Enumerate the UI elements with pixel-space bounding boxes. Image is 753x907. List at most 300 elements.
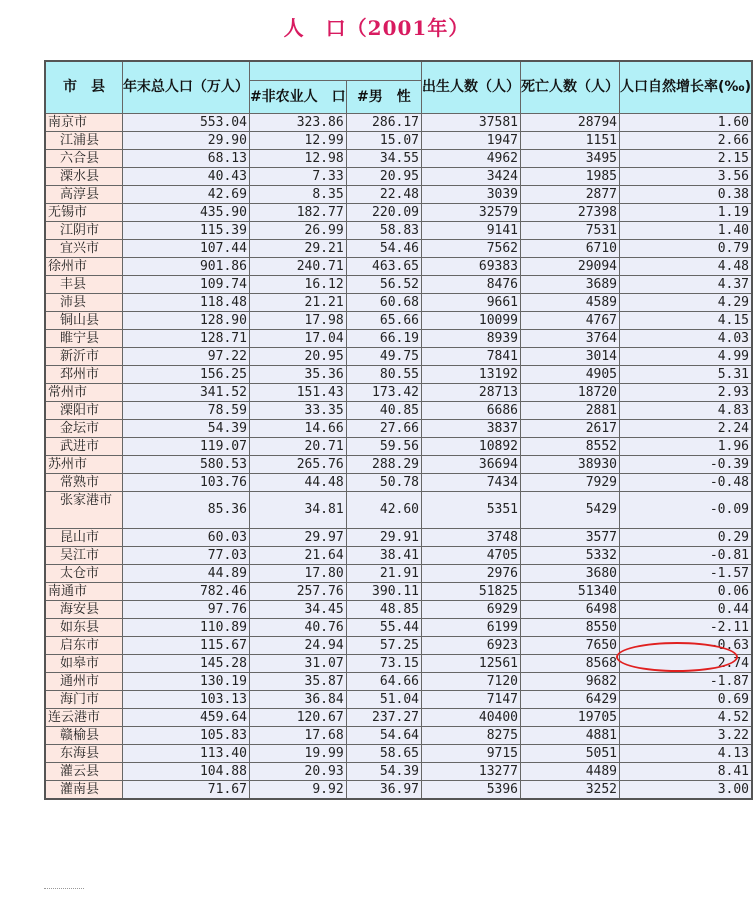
nonagri-cell: 7.33 bbox=[249, 168, 346, 186]
header-deaths: 死亡人数（人） bbox=[521, 61, 620, 114]
births-cell: 4962 bbox=[422, 150, 521, 168]
male-cell: 54.46 bbox=[346, 240, 421, 258]
nonagri-cell: 35.36 bbox=[249, 366, 346, 384]
rate-cell: 4.83 bbox=[620, 402, 752, 420]
male-cell: 15.07 bbox=[346, 132, 421, 150]
county-name-cell: 赣榆县 bbox=[45, 727, 122, 745]
births-cell: 1947 bbox=[422, 132, 521, 150]
births-cell: 6929 bbox=[422, 601, 521, 619]
total-cell: 107.44 bbox=[122, 240, 249, 258]
deaths-cell: 5051 bbox=[521, 745, 620, 763]
table-row bbox=[45, 258, 752, 276]
table-row bbox=[45, 186, 752, 204]
county-name-cell: 宜兴市 bbox=[45, 240, 122, 258]
rate-cell: 4.37 bbox=[620, 276, 752, 294]
male-cell: 220.09 bbox=[346, 204, 421, 222]
total-cell: 42.69 bbox=[122, 186, 249, 204]
births-cell: 7841 bbox=[422, 348, 521, 366]
nonagri-cell: 8.35 bbox=[249, 186, 346, 204]
nonagri-cell: 21.21 bbox=[249, 294, 346, 312]
births-cell: 32579 bbox=[422, 204, 521, 222]
population-table bbox=[44, 60, 753, 800]
nonagri-cell: 12.98 bbox=[249, 150, 346, 168]
header-total bbox=[122, 61, 249, 114]
nonagri-cell: 16.12 bbox=[249, 276, 346, 294]
total-cell: 85.36 bbox=[122, 492, 249, 529]
births-cell: 13277 bbox=[422, 763, 521, 781]
deaths-cell: 8552 bbox=[521, 438, 620, 456]
nonagri-cell: 240.71 bbox=[249, 258, 346, 276]
city-name-cell: 南通市 bbox=[45, 583, 122, 601]
male-cell: 27.66 bbox=[346, 420, 421, 438]
county-name-cell: 睢宁县 bbox=[45, 330, 122, 348]
total-cell: 40.43 bbox=[122, 168, 249, 186]
deaths-cell: 1151 bbox=[521, 132, 620, 150]
table-row bbox=[45, 781, 752, 800]
table-row bbox=[45, 655, 752, 673]
nonagri-cell: 17.80 bbox=[249, 565, 346, 583]
rate-cell: 0.06 bbox=[620, 583, 752, 601]
male-cell: 286.17 bbox=[346, 114, 421, 132]
deaths-cell: 2877 bbox=[521, 186, 620, 204]
rate-cell: 4.48 bbox=[620, 258, 752, 276]
table-row bbox=[45, 637, 752, 655]
county-name-cell: 溧阳市 bbox=[45, 402, 122, 420]
total-cell: 109.74 bbox=[122, 276, 249, 294]
county-name-cell: 东海县 bbox=[45, 745, 122, 763]
births-cell: 5351 bbox=[422, 492, 521, 529]
deaths-cell: 3495 bbox=[521, 150, 620, 168]
table-row bbox=[45, 727, 752, 745]
nonagri-cell: 34.81 bbox=[249, 492, 346, 529]
male-cell: 64.66 bbox=[346, 673, 421, 691]
total-cell: 459.64 bbox=[122, 709, 249, 727]
male-cell: 40.85 bbox=[346, 402, 421, 420]
table-row bbox=[45, 294, 752, 312]
births-cell: 8939 bbox=[422, 330, 521, 348]
male-cell: 49.75 bbox=[346, 348, 421, 366]
table-row bbox=[45, 402, 752, 420]
total-cell: 105.83 bbox=[122, 727, 249, 745]
deaths-cell: 2881 bbox=[521, 402, 620, 420]
births-cell: 7147 bbox=[422, 691, 521, 709]
county-name-cell: 铜山县 bbox=[45, 312, 122, 330]
nonagri-cell: 31.07 bbox=[249, 655, 346, 673]
total-cell: 145.28 bbox=[122, 655, 249, 673]
rate-cell: -0.81 bbox=[620, 547, 752, 565]
city-name-cell: 连云港市 bbox=[45, 709, 122, 727]
county-name-cell: 灌云县 bbox=[45, 763, 122, 781]
deaths-cell: 7929 bbox=[521, 474, 620, 492]
nonagri-cell: 14.66 bbox=[249, 420, 346, 438]
male-cell: 58.83 bbox=[346, 222, 421, 240]
deaths-cell: 3764 bbox=[521, 330, 620, 348]
births-cell: 3837 bbox=[422, 420, 521, 438]
total-cell: 113.40 bbox=[122, 745, 249, 763]
male-cell: 36.97 bbox=[346, 781, 421, 800]
county-name-cell: 吴江市 bbox=[45, 547, 122, 565]
male-cell: 48.85 bbox=[346, 601, 421, 619]
table-row bbox=[45, 366, 752, 384]
births-cell: 6923 bbox=[422, 637, 521, 655]
table-body bbox=[45, 114, 752, 800]
table-row bbox=[45, 222, 752, 240]
rate-cell: 4.13 bbox=[620, 745, 752, 763]
births-cell: 10099 bbox=[422, 312, 521, 330]
rate-cell: 2.15 bbox=[620, 150, 752, 168]
nonagri-cell: 35.87 bbox=[249, 673, 346, 691]
nonagri-cell: 17.04 bbox=[249, 330, 346, 348]
total-cell: 103.76 bbox=[122, 474, 249, 492]
total-cell: 580.53 bbox=[122, 456, 249, 474]
total-cell: 128.71 bbox=[122, 330, 249, 348]
total-cell: 44.89 bbox=[122, 565, 249, 583]
deaths-cell: 1985 bbox=[521, 168, 620, 186]
rate-cell: 4.99 bbox=[620, 348, 752, 366]
county-name-cell: 丰县 bbox=[45, 276, 122, 294]
male-cell: 463.65 bbox=[346, 258, 421, 276]
deaths-cell: 18720 bbox=[521, 384, 620, 402]
births-cell: 6199 bbox=[422, 619, 521, 637]
rate-cell: 1.19 bbox=[620, 204, 752, 222]
deaths-cell: 4489 bbox=[521, 763, 620, 781]
total-cell: 119.07 bbox=[122, 438, 249, 456]
table-row bbox=[45, 745, 752, 763]
births-cell: 2976 bbox=[422, 565, 521, 583]
city-name-cell: 常州市 bbox=[45, 384, 122, 402]
deaths-cell: 3689 bbox=[521, 276, 620, 294]
male-cell: 29.91 bbox=[346, 529, 421, 547]
total-cell: 110.89 bbox=[122, 619, 249, 637]
deaths-cell: 6498 bbox=[521, 601, 620, 619]
total-cell: 104.88 bbox=[122, 763, 249, 781]
table-row bbox=[45, 619, 752, 637]
deaths-cell: 5429 bbox=[521, 492, 620, 529]
city-name-cell: 无锡市 bbox=[45, 204, 122, 222]
county-name-cell: 金坛市 bbox=[45, 420, 122, 438]
deaths-cell: 6429 bbox=[521, 691, 620, 709]
rate-cell: -1.87 bbox=[620, 673, 752, 691]
total-cell: 103.13 bbox=[122, 691, 249, 709]
header-total-label: 年末总人口（万人） bbox=[122, 79, 249, 95]
table-row bbox=[45, 240, 752, 258]
table-row bbox=[45, 348, 752, 366]
deaths-cell: 28794 bbox=[521, 114, 620, 132]
table-row bbox=[45, 456, 752, 474]
total-cell: 130.19 bbox=[122, 673, 249, 691]
rate-cell: 4.15 bbox=[620, 312, 752, 330]
deaths-cell: 3252 bbox=[521, 781, 620, 800]
deaths-cell: 8550 bbox=[521, 619, 620, 637]
male-cell: 22.48 bbox=[346, 186, 421, 204]
table-row bbox=[45, 474, 752, 492]
births-cell: 3424 bbox=[422, 168, 521, 186]
county-name-cell: 六合县 bbox=[45, 150, 122, 168]
nonagri-cell: 120.67 bbox=[249, 709, 346, 727]
male-cell: 55.44 bbox=[346, 619, 421, 637]
nonagri-cell: 20.71 bbox=[249, 438, 346, 456]
rate-cell: 5.31 bbox=[620, 366, 752, 384]
births-cell: 40400 bbox=[422, 709, 521, 727]
rate-cell: 2.74 bbox=[620, 655, 752, 673]
county-name-cell: 灌南县 bbox=[45, 781, 122, 800]
table-row bbox=[45, 583, 752, 601]
births-cell: 9141 bbox=[422, 222, 521, 240]
table-row bbox=[45, 691, 752, 709]
births-cell: 6686 bbox=[422, 402, 521, 420]
table-row bbox=[45, 438, 752, 456]
table-row bbox=[45, 601, 752, 619]
births-cell: 13192 bbox=[422, 366, 521, 384]
deaths-cell: 51340 bbox=[521, 583, 620, 601]
male-cell: 60.68 bbox=[346, 294, 421, 312]
rate-cell: -0.09 bbox=[620, 492, 752, 529]
births-cell: 36694 bbox=[422, 456, 521, 474]
nonagri-cell: 182.77 bbox=[249, 204, 346, 222]
table-row bbox=[45, 168, 752, 186]
table-row bbox=[45, 492, 752, 529]
county-name-cell: 如东县 bbox=[45, 619, 122, 637]
header-city: 市 县 bbox=[45, 61, 122, 114]
male-cell: 57.25 bbox=[346, 637, 421, 655]
nonagri-cell: 44.48 bbox=[249, 474, 346, 492]
male-cell: 390.11 bbox=[346, 583, 421, 601]
nonagri-cell: 12.99 bbox=[249, 132, 346, 150]
deaths-cell: 4905 bbox=[521, 366, 620, 384]
truncated-row-fragment bbox=[44, 888, 84, 892]
table-row bbox=[45, 565, 752, 583]
births-cell: 4705 bbox=[422, 547, 521, 565]
table-row bbox=[45, 132, 752, 150]
male-cell: 38.41 bbox=[346, 547, 421, 565]
rate-cell: 3.56 bbox=[620, 168, 752, 186]
deaths-cell: 3014 bbox=[521, 348, 620, 366]
county-name-cell: 通州市 bbox=[45, 673, 122, 691]
table-row bbox=[45, 547, 752, 565]
male-cell: 237.27 bbox=[346, 709, 421, 727]
births-cell: 9661 bbox=[422, 294, 521, 312]
county-name-cell: 江浦县 bbox=[45, 132, 122, 150]
deaths-cell: 2617 bbox=[521, 420, 620, 438]
county-name-cell: 昆山市 bbox=[45, 529, 122, 547]
nonagri-cell: 20.93 bbox=[249, 763, 346, 781]
county-name-cell: 启东市 bbox=[45, 637, 122, 655]
county-name-cell: 江阴市 bbox=[45, 222, 122, 240]
total-cell: 60.03 bbox=[122, 529, 249, 547]
header-nonagri: #非农业人 口 bbox=[249, 81, 346, 114]
male-cell: 288.29 bbox=[346, 456, 421, 474]
table-row bbox=[45, 420, 752, 438]
total-cell: 78.59 bbox=[122, 402, 249, 420]
deaths-cell: 27398 bbox=[521, 204, 620, 222]
total-cell: 341.52 bbox=[122, 384, 249, 402]
deaths-cell: 4767 bbox=[521, 312, 620, 330]
rate-cell: -2.11 bbox=[620, 619, 752, 637]
total-cell: 435.90 bbox=[122, 204, 249, 222]
nonagri-cell: 24.94 bbox=[249, 637, 346, 655]
city-name-cell: 南京市 bbox=[45, 114, 122, 132]
nonagri-cell: 29.21 bbox=[249, 240, 346, 258]
nonagri-cell: 20.95 bbox=[249, 348, 346, 366]
total-cell: 118.48 bbox=[122, 294, 249, 312]
header-rate: 人口自然增长率(‰) bbox=[620, 61, 752, 114]
county-name-cell: 沛县 bbox=[45, 294, 122, 312]
table-row bbox=[45, 384, 752, 402]
deaths-cell: 29094 bbox=[521, 258, 620, 276]
table-row bbox=[45, 673, 752, 691]
male-cell: 56.52 bbox=[346, 276, 421, 294]
births-cell: 3039 bbox=[422, 186, 521, 204]
male-cell: 50.78 bbox=[346, 474, 421, 492]
rate-cell: 4.03 bbox=[620, 330, 752, 348]
births-cell: 5396 bbox=[422, 781, 521, 800]
male-cell: 20.95 bbox=[346, 168, 421, 186]
table-row bbox=[45, 312, 752, 330]
rate-cell: 2.93 bbox=[620, 384, 752, 402]
table-row bbox=[45, 709, 752, 727]
nonagri-cell: 29.97 bbox=[249, 529, 346, 547]
nonagri-cell: 40.76 bbox=[249, 619, 346, 637]
nonagri-cell: 17.98 bbox=[249, 312, 346, 330]
births-cell: 8275 bbox=[422, 727, 521, 745]
nonagri-cell: 17.68 bbox=[249, 727, 346, 745]
nonagri-cell: 19.99 bbox=[249, 745, 346, 763]
male-cell: 54.39 bbox=[346, 763, 421, 781]
male-cell: 58.65 bbox=[346, 745, 421, 763]
nonagri-cell: 265.76 bbox=[249, 456, 346, 474]
deaths-cell: 7531 bbox=[521, 222, 620, 240]
total-cell: 901.86 bbox=[122, 258, 249, 276]
header-births: 出生人数（人） bbox=[422, 61, 521, 114]
rate-cell: 1.96 bbox=[620, 438, 752, 456]
deaths-cell: 8568 bbox=[521, 655, 620, 673]
rate-cell: 4.29 bbox=[620, 294, 752, 312]
total-cell: 115.67 bbox=[122, 637, 249, 655]
rate-cell: 1.60 bbox=[620, 114, 752, 132]
male-cell: 51.04 bbox=[346, 691, 421, 709]
deaths-cell: 3577 bbox=[521, 529, 620, 547]
nonagri-cell: 257.76 bbox=[249, 583, 346, 601]
total-cell: 128.90 bbox=[122, 312, 249, 330]
header-male: #男 性 bbox=[346, 81, 421, 114]
male-cell: 59.56 bbox=[346, 438, 421, 456]
rate-cell: -0.39 bbox=[620, 456, 752, 474]
total-cell: 68.13 bbox=[122, 150, 249, 168]
male-cell: 66.19 bbox=[346, 330, 421, 348]
rate-cell: 0.79 bbox=[620, 240, 752, 258]
table-row bbox=[45, 763, 752, 781]
rate-cell: 2.66 bbox=[620, 132, 752, 150]
rate-cell: 0.38 bbox=[620, 186, 752, 204]
county-name-cell: 新沂市 bbox=[45, 348, 122, 366]
rate-cell: 8.41 bbox=[620, 763, 752, 781]
table-row bbox=[45, 114, 752, 132]
deaths-cell: 6710 bbox=[521, 240, 620, 258]
page-title: 人 口（2001年） bbox=[283, 16, 470, 40]
total-cell: 156.25 bbox=[122, 366, 249, 384]
rate-cell: 0.44 bbox=[620, 601, 752, 619]
table-row bbox=[45, 529, 752, 547]
county-name-cell: 武进市 bbox=[45, 438, 122, 456]
header-group-blank bbox=[249, 61, 421, 81]
deaths-cell: 4589 bbox=[521, 294, 620, 312]
births-cell: 7120 bbox=[422, 673, 521, 691]
county-name-cell: 太仓市 bbox=[45, 565, 122, 583]
total-cell: 115.39 bbox=[122, 222, 249, 240]
deaths-cell: 4881 bbox=[521, 727, 620, 745]
county-name-cell: 海门市 bbox=[45, 691, 122, 709]
nonagri-cell: 323.86 bbox=[249, 114, 346, 132]
births-cell: 51825 bbox=[422, 583, 521, 601]
births-cell: 8476 bbox=[422, 276, 521, 294]
total-cell: 782.46 bbox=[122, 583, 249, 601]
total-cell: 97.22 bbox=[122, 348, 249, 366]
total-cell: 553.04 bbox=[122, 114, 249, 132]
births-cell: 28713 bbox=[422, 384, 521, 402]
rate-cell: -1.57 bbox=[620, 565, 752, 583]
table-row bbox=[45, 330, 752, 348]
county-name-cell: 张家港市 bbox=[45, 492, 122, 529]
nonagri-cell: 9.92 bbox=[249, 781, 346, 800]
nonagri-cell: 36.84 bbox=[249, 691, 346, 709]
deaths-cell: 19705 bbox=[521, 709, 620, 727]
county-name-cell: 溧水县 bbox=[45, 168, 122, 186]
total-cell: 77.03 bbox=[122, 547, 249, 565]
male-cell: 65.66 bbox=[346, 312, 421, 330]
county-name-cell: 邳州市 bbox=[45, 366, 122, 384]
nonagri-cell: 151.43 bbox=[249, 384, 346, 402]
table-row bbox=[45, 204, 752, 222]
nonagri-cell: 21.64 bbox=[249, 547, 346, 565]
rate-cell: 2.24 bbox=[620, 420, 752, 438]
deaths-cell: 5332 bbox=[521, 547, 620, 565]
deaths-cell: 7650 bbox=[521, 637, 620, 655]
male-cell: 34.55 bbox=[346, 150, 421, 168]
rate-cell: -0.63 bbox=[620, 637, 752, 655]
city-name-cell: 徐州市 bbox=[45, 258, 122, 276]
births-cell: 69383 bbox=[422, 258, 521, 276]
births-cell: 37581 bbox=[422, 114, 521, 132]
rate-cell: 3.00 bbox=[620, 781, 752, 800]
births-cell: 10892 bbox=[422, 438, 521, 456]
nonagri-cell: 34.45 bbox=[249, 601, 346, 619]
nonagri-cell: 26.99 bbox=[249, 222, 346, 240]
rate-cell: 0.29 bbox=[620, 529, 752, 547]
deaths-cell: 9682 bbox=[521, 673, 620, 691]
male-cell: 21.91 bbox=[346, 565, 421, 583]
male-cell: 73.15 bbox=[346, 655, 421, 673]
total-cell: 29.90 bbox=[122, 132, 249, 150]
male-cell: 42.60 bbox=[346, 492, 421, 529]
table-row bbox=[45, 150, 752, 168]
births-cell: 7562 bbox=[422, 240, 521, 258]
births-cell: 12561 bbox=[422, 655, 521, 673]
rate-cell: -0.48 bbox=[620, 474, 752, 492]
county-name-cell: 高淳县 bbox=[45, 186, 122, 204]
births-cell: 3748 bbox=[422, 529, 521, 547]
male-cell: 54.64 bbox=[346, 727, 421, 745]
births-cell: 7434 bbox=[422, 474, 521, 492]
total-cell: 97.76 bbox=[122, 601, 249, 619]
male-cell: 173.42 bbox=[346, 384, 421, 402]
deaths-cell: 38930 bbox=[521, 456, 620, 474]
deaths-cell: 3680 bbox=[521, 565, 620, 583]
city-name-cell: 苏州市 bbox=[45, 456, 122, 474]
births-cell: 9715 bbox=[422, 745, 521, 763]
total-cell: 71.67 bbox=[122, 781, 249, 800]
rate-cell: 1.40 bbox=[620, 222, 752, 240]
county-name-cell: 海安县 bbox=[45, 601, 122, 619]
